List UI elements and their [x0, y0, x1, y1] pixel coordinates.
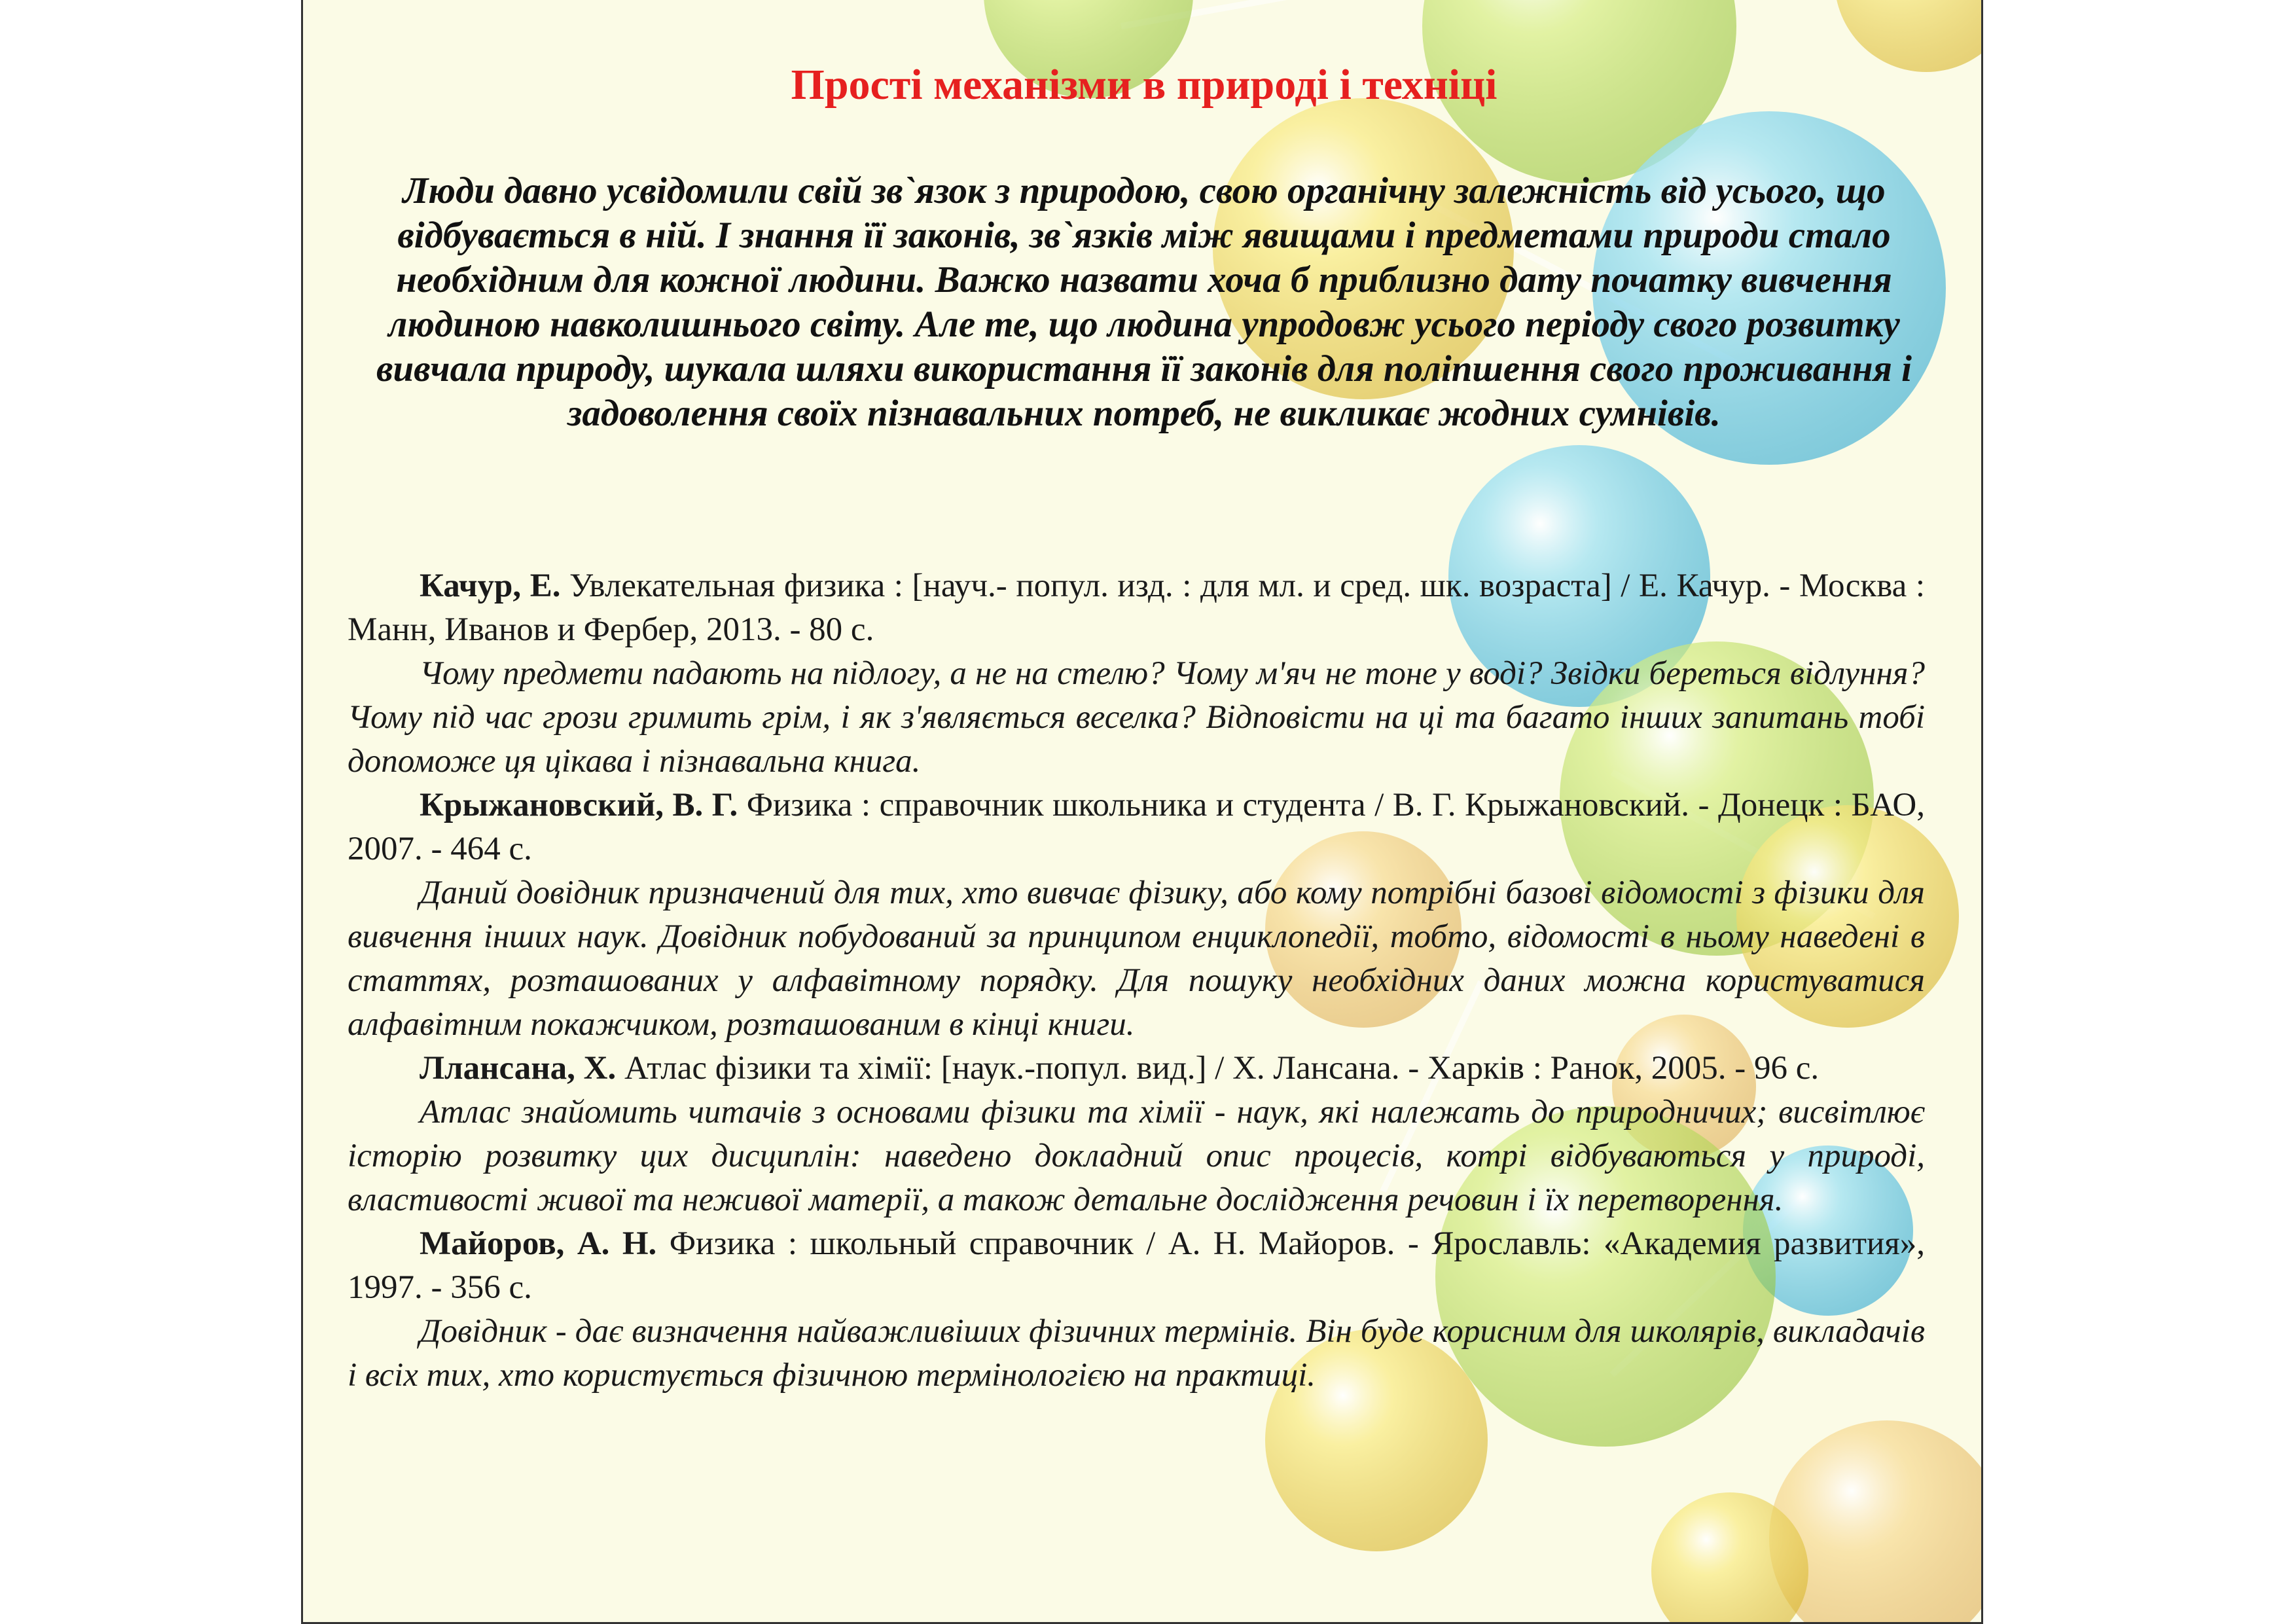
document-page	[301, 0, 1983, 1624]
reference-citation	[348, 1047, 1925, 1091]
reference-author: Майоров, А. Н.	[420, 1225, 657, 1262]
reference-description: Атлас фізики та хімії: [наук.-попул. вид.] / Х. Лансана. - Харків : Ранок, 2005. - 96 с.	[616, 1050, 1820, 1087]
reference-annotation: Чому предмети падають на підлогу, а не на стелю? Чому м'яч не тоне у воді? Звідки береться відлуння? Чому під час грози гримить грім, і як з'являється веселка? Відповісти на ці та багато інших запитань тобі допоможе ця цікава і пізнавальна книга.	[348, 655, 1925, 780]
reference-citation	[348, 564, 1925, 652]
reference-description: Физика : справочник школьника и студента / В. Г. Крыжановский. - Донецк : БАО, 2007. - 464 с.	[348, 787, 1925, 867]
intro-paragraph: Люди давно усвідомили свій зв`язок з природою, свою органічну залежність від усього, що відбувається в ній. І знання її законів, зв`язків між явищами і предметами природи стало необхідним для кожної людини. Важко назвати хоча б приблизно дату початку вивчення людиною навколишнього світу. Але те, що людина упродовж усього періоду свого розвитку вивчала природу, шукала шляхи використання її законів для поліпшення свого проживання і задоволення своїх пізнавальних потреб, не викликає жодних сумнівів.	[376, 170, 1912, 434]
reference-author: Ллансана, Х.	[420, 1050, 617, 1087]
reference-annotation: Довідник - дає визначення найважливіших фізичних термінів. Він буде корисним для школярів, викладачів і всіх тих, хто користується фізичною термінологією на практиці.	[348, 1313, 1925, 1394]
reference-list	[348, 564, 1925, 1398]
reference-author: Качур, Е.	[420, 568, 561, 604]
reference-annotation: Атлас знайомить читачів з основами фізики та хімії - наук, які належать до природничих; висвітлює історію розвитку цих дисциплін: наведено докладний опис процесів, котрі відбуваються у природі, властивості живої та неживої матерії, а також детальне дослідження речовин і їх перетворення.	[348, 1094, 1925, 1218]
reference-author: Крыжановский, В. Г.	[420, 787, 738, 823]
reference-citation	[348, 784, 1925, 871]
page-title: Прості механізми в природі і техніці	[791, 61, 1498, 109]
reference-description: Физика : школьный справочник / А. Н. Майоров. - Ярославль: «Академия развития», 1997. - 356 с.	[348, 1225, 1925, 1306]
reference-citation	[348, 1222, 1925, 1310]
reference-annotation: Даний довідник призначений для тих, хто вивчає фізику, або кому потрібні базові відомості з фізики для вивчення інших наук. Довідник побудований за принципом енциклопедії, тобто, відомості в ньому наведені в статтях, розташованих у алфавітному порядку. Для пошуку необхідних даних можна користуватися алфавітним покажчиком, розташованим в кінці книги.	[348, 875, 1925, 1043]
reference-description: Увлекательная физика : [науч.- попул. изд. : для мл. и сред. шк. возраста] / Е. Качур. - Москва : Манн, Иванов и Фербер, 2013. - 80 с.	[348, 568, 1925, 648]
document-content	[303, 0, 1983, 1624]
